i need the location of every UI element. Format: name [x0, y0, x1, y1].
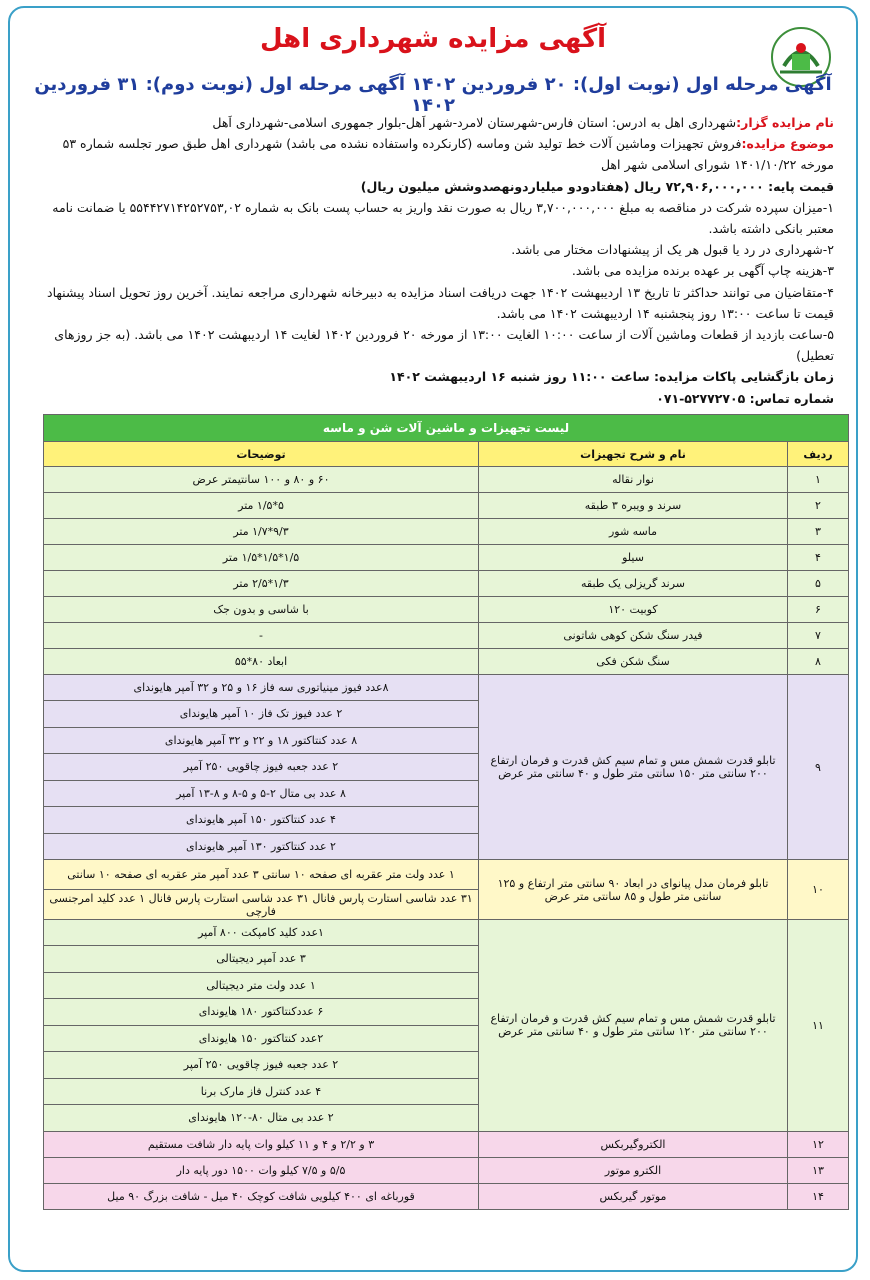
- equipment-description: ۳ و ۲/۲ و ۴ و ۱۱ کیلو وات پایه دار شافت مستقیم: [44, 1131, 479, 1157]
- column-header-desc: توضیحات: [44, 442, 479, 467]
- equipment-description: ۶ عددکنتاکتور ۱۸۰ هایوندای: [44, 999, 479, 1026]
- table-row: [44, 1183, 849, 1209]
- subject-label: موضوع مزایده:: [741, 136, 834, 152]
- equipment-description: ۲ عدد جعبه فیوز چاقویی ۲۵۰ آمپر: [44, 754, 479, 781]
- auctioneer-line: [44, 112, 834, 133]
- equipment-description: ۴ عدد کنتاکتور ۱۵۰ آمپر هایوندای: [44, 807, 479, 834]
- equipment-name: موتور گیربکس: [479, 1183, 788, 1209]
- equipment-description: ۲ عدد بی متال ۸۰-۱۲۰ هایوندای: [44, 1105, 479, 1132]
- equipment-description: ۶۰ و ۸۰ و ۱۰۰ سانتیمتر عرض: [44, 467, 479, 493]
- table-row: [44, 493, 849, 519]
- equipment-description: ۱ عدد ولت متر عقربه ای صفحه ۱۰ سانتی ۳ عدد آمپر متر عقربه ای صفحه ۱۰ سانتی: [44, 860, 479, 890]
- column-header-row: ردیف: [788, 442, 849, 467]
- subject-line: [44, 133, 834, 175]
- equipment-name: کوبیت ۱۲۰: [479, 597, 788, 623]
- auctioneer-label: نام مزایده گزار:: [736, 115, 834, 130]
- row-number: ۲: [788, 493, 849, 519]
- condition-2: ۲-شهرداری در رد یا قبول هر یک از پیشنهادات مختار می باشد.: [511, 242, 834, 258]
- equipment-name: ماسه شور: [479, 519, 788, 545]
- equipment-description: ۲ عدد فیوز تک فاز ۱۰ آمپر هایوندای: [44, 701, 479, 728]
- row-number: ۷: [788, 623, 849, 649]
- equipment-description: -: [44, 623, 479, 649]
- table-row: [44, 467, 849, 493]
- equipment-description: ۱ عدد ولت متر دیجیتالی: [44, 972, 479, 999]
- equipment-name: سیلو: [479, 545, 788, 571]
- equipment-name: فیدر سنگ شکن کوهی شاتونی: [479, 623, 788, 649]
- row-number: ۶: [788, 597, 849, 623]
- row-number: ۱۲: [788, 1131, 849, 1157]
- condition-4: ۴-متقاضیان می توانند حداکثر تا تاریخ ۱۳ اردیبهشت ۱۴۰۲ جهت دریافت اسناد مزایده به دبیرخانه شهرداری مراجعه نمایند. آخرین روز تحویل اسناد پیشنهاد قیمت تا ساعت ۱۳:۰۰ روز پنجشنبه ۱۴ اردیبهشت ۱۴۰۲ می باشد.: [47, 284, 834, 321]
- equipment-description: ۱/۵*۱/۵*۱/۵ متر: [44, 545, 479, 571]
- equipment-description: ۳۱ عدد شاسی استارت پارس فانال ۳۱ عدد شاسی استارت پارس فانال ۱ عدد کلید امرجنسی فارچی: [44, 890, 479, 920]
- equipment-description: با شاسی و بدون جک: [44, 597, 479, 623]
- table-row: [44, 649, 849, 675]
- notice-frame: [8, 6, 858, 1272]
- notice-dates: آگهی مرحله اول (نوبت اول): ۲۰ فروردین ۱۴۰۲ آگهی مرحله اول (نوبت دوم): ۳۱ فروردین ۱۴۰۲: [34, 74, 832, 116]
- table-row: [44, 519, 849, 545]
- equipment-table-body: [44, 467, 849, 1210]
- row-number: ۱۰: [788, 860, 849, 920]
- row-number: ۱۳: [788, 1157, 849, 1183]
- row-number: ۳: [788, 519, 849, 545]
- auctioneer-text: شهرداری اهل به ادرس: استان فارس-شهرستان لامرد-شهر اَهل-بلوار جمهوری اسلامی-شهرداری اَهل: [212, 115, 737, 130]
- equipment-description: ۳ عدد آمپر دیجیتالی: [44, 946, 479, 973]
- equipment-description: ۵/۵ و ۷/۵ کیلو وات ۱۵۰۰ دور پایه دار: [44, 1157, 479, 1183]
- equipment-table: [43, 414, 849, 1210]
- row-number: ۱۱: [788, 920, 849, 1132]
- equipment-description: ۸عدد فیوز مینیاتوری سه فاز ۱۶ و ۲۵ و ۳۲ آمپر هایوندای: [44, 675, 479, 701]
- notice-body: [44, 112, 834, 409]
- equipment-name: تابلو قدرت شمش مس و تمام سیم کش قدرت و فرمان ارتفاع ۲۰۰ سانتی متر ۱۵۰ سانتی متر طول و ۴۰ سانتی متر عرض: [479, 675, 788, 860]
- row-number: ۱: [788, 467, 849, 493]
- equipment-description: ۲ عدد جعبه فیوز چاقویی ۲۵۰ آمپر: [44, 1052, 479, 1079]
- equipment-description: ۱عدد کلید کامپکت ۸۰۰ آمپر: [44, 920, 479, 946]
- page-title: آگهی مزایده شهرداری اهل: [259, 24, 607, 54]
- table-row: [44, 920, 849, 946]
- equipment-description: ابعاد ۸۰*۵۵: [44, 649, 479, 675]
- equipment-description: ۴ عدد کنترل فاز مارک برنا: [44, 1078, 479, 1105]
- equipment-name: تابلو قدرت شمش مس و تمام سیم کش قدرت و فرمان ارتفاع ۲۰۰ سانتی متر ۱۲۰ سانتی متر طول و ۴۰ سانتی متر عرض: [479, 920, 788, 1132]
- row-number: ۵: [788, 571, 849, 597]
- condition-5: ۵-ساعت بازدید از قطعات وماشین آلات از ساعت ۱۰:۰۰ الغایت ۱۳:۰۰ از مورخه ۲۰ فروردین ۱۴۰۲ لغایت ۱۴ اردیبهشت ۱۴۰۲ می باشد. (به جز روزهای تعطیل): [54, 327, 834, 364]
- table-row: [44, 597, 849, 623]
- equipment-name: سنگ شکن فکی: [479, 649, 788, 675]
- contact-number: شماره تماس: ۵۲۷۷۲۷۰۵-۰۷۱: [656, 390, 834, 406]
- equipment-description: ۲ عدد کنتاکتور ۱۳۰ آمپر هایوندای: [44, 833, 479, 860]
- equipment-description: ۲عدد کنتاکتور ۱۵۰ هایوندای: [44, 1025, 479, 1052]
- row-number: ۹: [788, 675, 849, 860]
- table-row: [44, 1157, 849, 1183]
- table-row: [44, 571, 849, 597]
- equipment-description: قورباغه ای ۴۰۰ کیلویی شافت کوچک ۴۰ میل - شافت بزرگ ۹۰ میل: [44, 1183, 479, 1209]
- condition-1: ۱-میزان سپرده شرکت در مناقصه به مبلغ ۳,۷۰۰,۰۰۰,۰۰۰ ریال به صورت نقد واریز به حساب پست بانک به شماره ۵۵۴۴۲۷۱۴۲۵۲۷۵۳,۰۲ یا ضمانت نامه معتبر بانکی داشته باشد.: [52, 199, 834, 237]
- equipment-name: سرند و ویبره ۳ طبقه: [479, 493, 788, 519]
- table-row: [44, 860, 849, 890]
- equipment-description: ۹/۳*۱/۷ متر: [44, 519, 479, 545]
- base-price: قیمت پایه: ۷۲,۹۰۶,۰۰۰,۰۰۰ ریال (هفتادودو میلیاردونهصدوشش میلیون ریال): [360, 178, 834, 194]
- subject-text: فروش تجهیزات وماشین آلات خط تولید شن وماسه (کارنکرده واستفاده نشده می باشد) شهرداری اهل طبق صور تجلسه شماره ۵۳ مورخه ۱۴۰۱/۱۰/۲۲ شورای اسلامی شهر اهل: [62, 136, 834, 173]
- equipment-name: تابلو فرمان مدل پیانوای در ابعاد ۹۰ سانتی متر ارتفاع و ۱۲۵ سانتی متر طول و ۸۵ سانتی متر عرض: [479, 860, 788, 920]
- table-row: [44, 623, 849, 649]
- equipment-name: نوار نقاله: [479, 467, 788, 493]
- opening-time: زمان بازگشایی پاکات مزایده: ساعت ۱۱:۰۰ روز شنبه ۱۶ اردیبهشت ۱۴۰۲: [389, 369, 834, 385]
- column-header-name: نام و شرح تجهیزات: [479, 442, 788, 467]
- equipment-description: ۸ عدد کنتاکتور ۱۸ و ۲۲ و ۳۲ آمپر هایوندای: [44, 727, 479, 754]
- equipment-description: ۸ عدد بی متال ۲-۵ و ۵-۸ و ۸-۱۳ آمپر: [44, 780, 479, 807]
- equipment-name: الکتروگیربکس: [479, 1131, 788, 1157]
- table-title: لیست تجهیزات و ماشین آلات شن و ماسه: [44, 415, 849, 442]
- equipment-name: الکترو موتور: [479, 1157, 788, 1183]
- equipment-description: ۵*۱/۵ متر: [44, 493, 479, 519]
- equipment-name: سرند گریزلی یک طبقه: [479, 571, 788, 597]
- row-number: ۴: [788, 545, 849, 571]
- row-number: ۸: [788, 649, 849, 675]
- table-row: [44, 1131, 849, 1157]
- table-row: [44, 675, 849, 701]
- equipment-description: ۱/۳*۲/۵ متر: [44, 571, 479, 597]
- row-number: ۱۴: [788, 1183, 849, 1209]
- condition-3: ۳-هزینه چاپ آگهی بر عهده برنده مزایده می باشد.: [571, 263, 834, 279]
- table-row: [44, 545, 849, 571]
